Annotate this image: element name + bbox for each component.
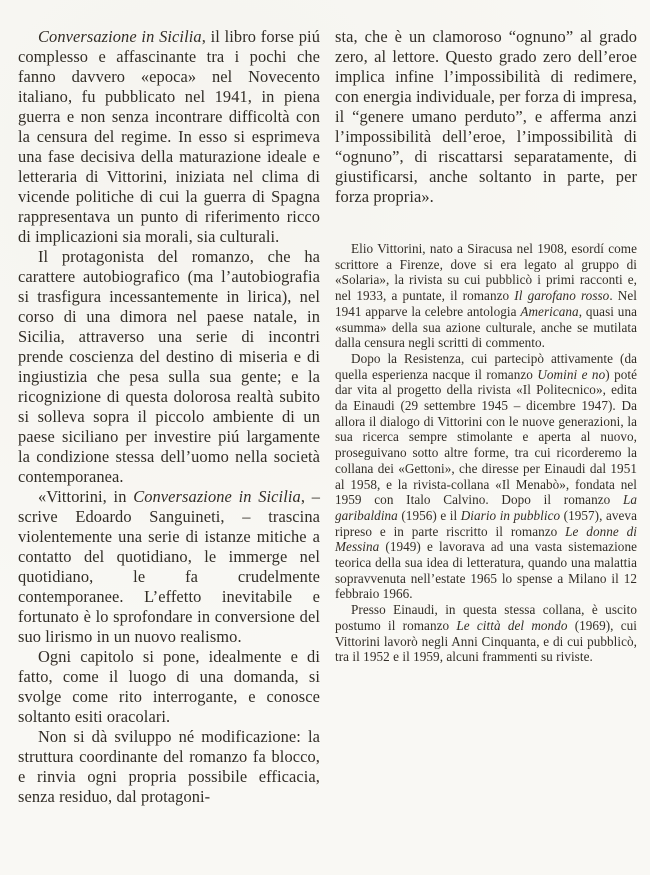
paragraph — [335, 351, 637, 602]
italic-text-segment: Americana — [520, 303, 579, 319]
italic-text-segment: Il garofano rosso — [514, 288, 610, 304]
paragraph — [335, 241, 637, 351]
text-segment: Il protagonista del romanzo, che ha carattere autobiografico (ma l’autobiografia si trasfigura incessantemente in lirica), nel corso di una dimora nel paese natale, in Sicilia, attraverso una serie di incontri prende coscienza del destino di miseria e di ingiustizia che pesa sulla sua gente; e la ricognizione di questa dolorosa realtà subito si solleva sopra il piccolo ambiente di un paese siciliano per investire piú largamente la condizione stessa dell’uomo nella società contemporanea. — [18, 247, 320, 486]
text-segment: «Vittorini, in — [38, 487, 134, 506]
text-segment: Dopo la Resistenza, cui partecipò attivamente (da quella esperienza nacque il romanzo — [335, 350, 637, 382]
paragraph — [18, 247, 320, 487]
left-column — [18, 27, 320, 875]
paragraph — [18, 647, 320, 727]
paragraph — [335, 602, 637, 665]
text-segment: . Nel 1941 apparve la celebre antologia — [335, 288, 637, 319]
text-segment: Elio Vittorini, nato a Siracusa nel 1908, esordí come scrittore a Firenze, dove si era legato al gruppo di «Solaria», la rivista su cui pubblicò i primi racconti e, nel 1933, a puntate, il romanzo — [335, 241, 637, 304]
text-segment: ) poté dar vita al progetto della rivista «Il Politecnico», edita da Einaudi (29 settembre 1945 – dicembre 1947). Da allora il dialogo di Vittorini con le nuove generazioni, la sua ricerca sempre stimolante e aperta al nuovo, proseguivano sotto altre forme, tra cui ricorderemo la collana dei «Gettoni», che diresse per Einaudi dal 1951 al 1958, e la rivista-collana «Il Menabò», fondata nel 1959 con Italo Calvino. Dopo il romanzo — [335, 366, 638, 508]
text-segment: , quasi una «summa» della sua azione culturale, anche se mutilata dalla censura negli scritti di commento. — [335, 303, 637, 351]
author-bio — [335, 241, 637, 665]
italic-text-segment: La garibaldina — [335, 492, 637, 523]
italic-text-segment: Diario in pubblico — [460, 507, 561, 523]
text-segment: (1957), aveva ripreso e in parte riscritto il romanzo — [335, 507, 637, 539]
right-column — [335, 27, 637, 875]
text-segment: (1949) e lavorava ad una vasta sistemazione teorica della sua idea di letteratura, quando una malattia sopravvenuta nell’estate 1965 lo spense a Milano il 12 febbraio 1966. — [335, 539, 637, 602]
italic-text-segment: Le donne di Messina — [335, 523, 637, 555]
italic-text-segment: Conversazione in Sicilia — [38, 27, 202, 46]
text-segment: sta, che è un clamoroso “ognuno” al grado zero, al lettore. Questo grado zero dell’eroe implica infine l’impossibilità di redimere, con energia individuale, per forza di impresa, il “genere umano perduto”, e afferma anzi l’impossibilità dell’eroe, l’impossibilità di “ognuno”, di riscattarsi separatamente, di giustificarsi, anche soltanto in parte, per forza propria». — [335, 27, 637, 206]
paragraph — [18, 27, 320, 247]
paragraph — [335, 27, 637, 207]
text-segment: Presso Einaudi, in questa stessa collana, è uscito postumo il romanzo — [335, 602, 637, 633]
italic-text-segment: Uomini e no — [537, 366, 606, 382]
text-segment: , il libro forse piú complesso e affascinante tra i pochi che fanno davvero «epoca» nel Novecento italiano, fu pubblicato nel 1941, in piena guerra e non senza incontrare difficoltà con la censura del regime. In esso si esprimeva una fase decisiva della maturazione ideale e letteraria di Vittorini, iniziata nel clima di vicende politiche di cui la guerra di Spagna rappresentava un punto di riferimento ricco di implicazioni sia morali, sia culturali. — [18, 27, 321, 246]
italic-text-segment: Conversazione in Sicilia — [133, 487, 301, 506]
paragraph — [18, 487, 320, 647]
text-segment: Ogni capitolo si pone, idealmente e di fatto, come il luogo di una domanda, si svolge come rito interrogante, e conosce soltanto esiti oracolari. — [18, 647, 320, 726]
italic-text-segment: Le città del mondo — [456, 617, 568, 633]
text-segment: , – scrive Edoardo Sanguineti, – trascina violentemente una serie di istanze mitiche a contatto del quotidiano, le immerge nel quotidiano, le fa crudelmente contemporanee. L’effetto inevitabile e fortunato è lo sprofondare in conversione del suo lirismo in un nuovo realismo. — [18, 487, 320, 646]
right-column-main — [335, 27, 637, 207]
paragraph — [18, 727, 320, 807]
text-segment: Non si dà sviluppo né modificazione: la struttura coordinante del romanzo fa blocco, e rinvia ogni propria possibile efficacia, senza residuo, dal protagoni- — [18, 727, 320, 806]
text-segment: (1956) e il — [397, 507, 461, 523]
text-segment: (1969), cui Vittorini lavorò negli Anni Cinquanta, e di cui pubblicò, tra il 1952 e il 1959, alcuni frammenti su riviste. — [335, 617, 637, 665]
